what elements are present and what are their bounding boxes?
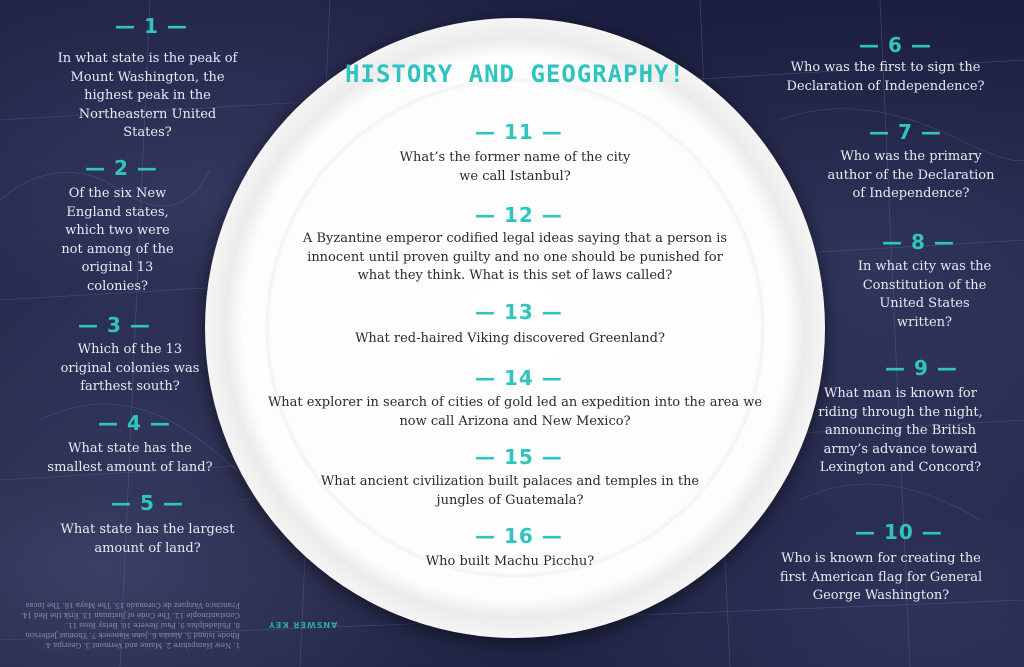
- question-number-14: — 14 —: [475, 366, 563, 390]
- question-number-12: — 12 —: [475, 203, 563, 227]
- question-number-1: — 1 —: [115, 14, 188, 38]
- page-title: HISTORY AND GEOGRAPHY!: [345, 60, 685, 88]
- question-number-3: — 3 —: [78, 313, 151, 337]
- question-text-7: Who was the primary author of the Declaration of Independence?: [827, 149, 995, 201]
- question-number-11: — 11 —: [475, 120, 563, 144]
- question-text-16: Who built Machu Picchu?: [425, 554, 595, 569]
- question-text-4: What state has the smallest amount of land?: [47, 441, 213, 475]
- question-text-8: In what city was the Constitution of the United States written?: [857, 259, 992, 330]
- question-text-11: What’s the former name of the city we call Istanbul?: [399, 150, 631, 184]
- question-text-6: Who was the first to sign the Declaration of Independence?: [786, 60, 985, 94]
- answer-key-list: 1. New Hampshire 2. Maine and Vermont 3. Georgia 4. Rhode Island 5. Alaska 6. John Hancock 7. Thomas Jefferson 8. Philadelphia 9. Paul Revere 10. Betsy Ross 11. Constantinople 12. The Code of Justinian 13. Erik the Red 14. Francisco Vázquez de Coronado 15. The Maya 16. The Incas: [20, 601, 240, 649]
- question-text-14: What explorer in search of cities of gold led an expedition into the area we now call Arizona and New Mexico?: [267, 395, 763, 429]
- question-text-13: What red-haired Viking discovered Greenland?: [355, 331, 665, 346]
- question-number-4: — 4 —: [98, 411, 171, 435]
- question-number-15: — 15 —: [475, 445, 563, 469]
- question-text-5: What state has the largest amount of land?: [60, 522, 235, 556]
- question-number-8: — 8 —: [882, 230, 955, 254]
- question-number-13: — 13 —: [475, 300, 563, 324]
- question-text-9: What man is known for riding through the night, announcing the British army’s advance toward Lexington and Concord?: [818, 386, 983, 475]
- question-text-3: Which of the 13 original colonies was farthest south?: [60, 342, 200, 394]
- question-number-16: — 16 —: [475, 524, 563, 548]
- question-text-12: A Byzantine emperor codified legal ideas saying that a person is innocent until proven guilty and no one should be punished for what they think. What is this set of laws called?: [302, 231, 728, 283]
- question-text-2: Of the six New England states, which two were not among of the original 13 colonies?: [61, 186, 174, 294]
- question-text-15: What ancient civilization built palaces and temples in the jungles of Guatemala?: [320, 474, 700, 508]
- question-number-6: — 6 —: [859, 33, 932, 57]
- question-number-5: — 5 —: [111, 491, 184, 515]
- question-number-7: — 7 —: [869, 120, 942, 144]
- question-number-2: — 2 —: [85, 156, 158, 180]
- question-number-9: — 9 —: [885, 356, 958, 380]
- question-number-10: — 10 —: [855, 520, 943, 544]
- question-text-1: In what state is the peak of Mount Washington, the highest peak in the Northeastern United States?: [57, 51, 238, 140]
- answer-key-label: ANSWER KEY: [268, 620, 338, 629]
- question-text-10: Who is known for creating the first American flag for General George Washington?: [779, 551, 983, 603]
